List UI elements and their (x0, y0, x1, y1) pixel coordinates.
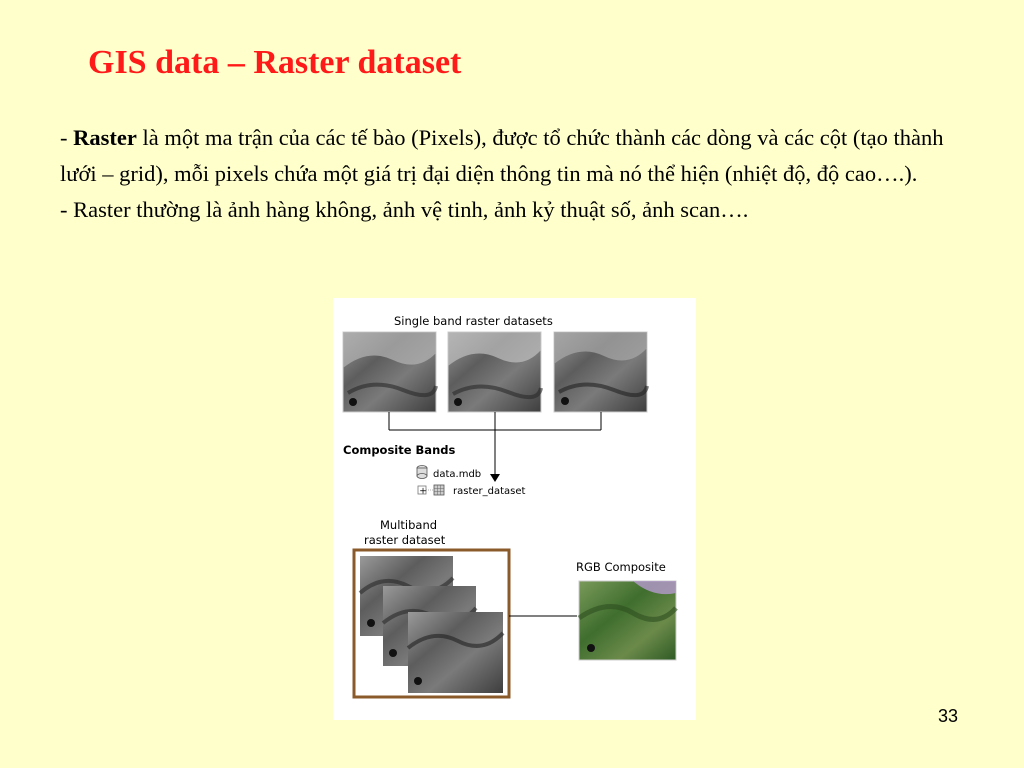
rgb-composite-label: RGB Composite (576, 560, 666, 574)
svg-text:+: + (419, 486, 427, 497)
raster-grid-icon (434, 485, 444, 495)
multiband-label-line2: raster dataset (364, 533, 446, 547)
tree-db-label: data.mdb (433, 469, 482, 480)
single-band-label: Single band raster datasets (394, 314, 553, 328)
tree-expand-icon[interactable] (418, 486, 427, 497)
single-band-raster-1 (343, 332, 436, 412)
multiband-label-line1: Multiband (380, 518, 438, 532)
raster-definition-text: là một ma trận của các tế bào (Pixels), được tổ chức thành các dòng và các cột (tạo thành lưới – grid), mỗi pixels chứa một giá trị đại diện thông tin mà nó thể hiện (nhiệt độ, độ cao….). (60, 125, 944, 186)
paragraph-raster-definition (60, 120, 975, 192)
slide-title: GIS data – Raster dataset (88, 44, 462, 81)
raster-term: Raster (73, 125, 137, 150)
rgb-composite-image (579, 581, 676, 660)
bullet-dash: - (60, 125, 74, 150)
single-band-raster-3 (554, 332, 647, 412)
database-icon (417, 466, 427, 479)
raster-diagram (333, 298, 696, 720)
composite-bands-label: Composite Bands (343, 443, 456, 457)
single-band-raster-2 (448, 332, 541, 412)
body-text (60, 120, 975, 228)
page-number: 33 (938, 706, 959, 726)
tree-dataset-label: raster_dataset (453, 486, 526, 497)
paragraph-raster-examples: - Raster thường là ảnh hàng không, ảnh vệ tinh, ảnh kỷ thuật số, ảnh scan…. (60, 197, 749, 222)
composite-arrow (490, 474, 500, 482)
